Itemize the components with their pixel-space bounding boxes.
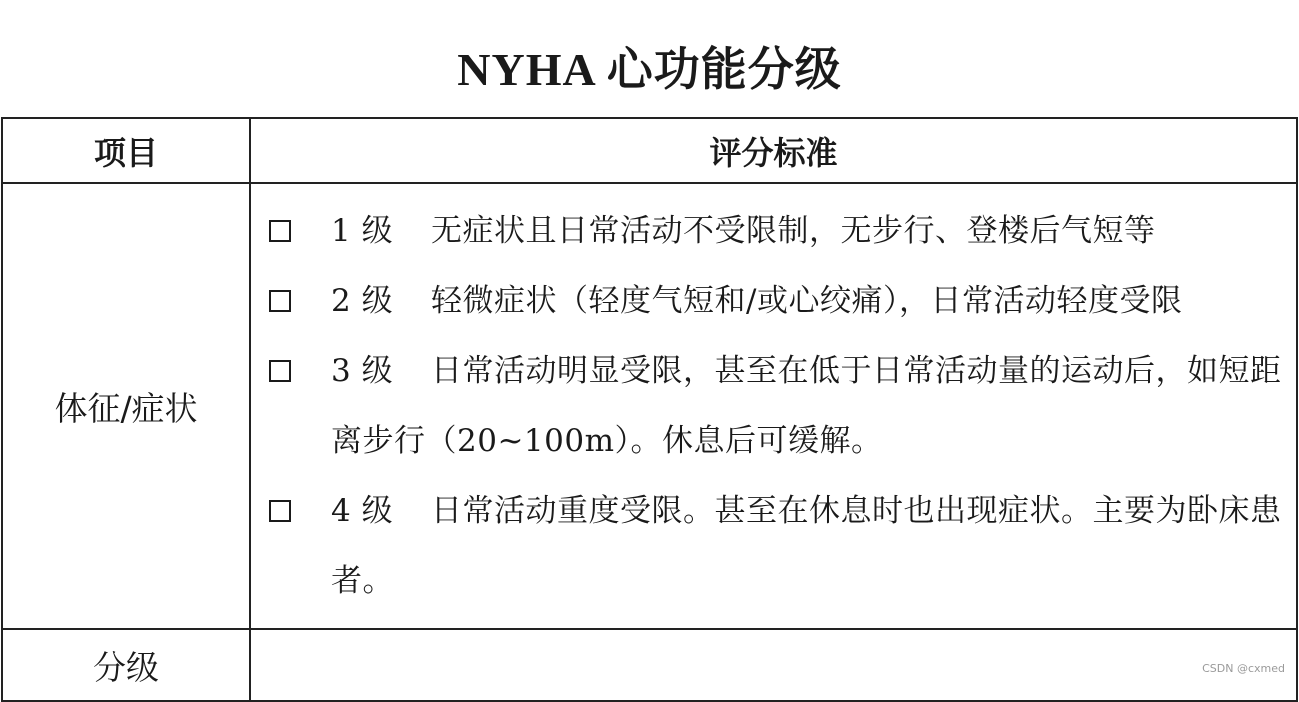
header-item: 项目	[2, 118, 250, 183]
table-header-row	[2, 118, 1297, 183]
checkbox-level-2[interactable]	[269, 266, 311, 336]
option-text: 无症状且日常活动不受限制，无步行、登楼后气短等	[431, 213, 1156, 249]
page-title: NYHA 心功能分级	[457, 44, 842, 95]
nyha-table	[1, 117, 1298, 702]
grade-row	[2, 629, 1297, 701]
option-level-4[interactable]	[269, 476, 1296, 616]
symptom-label: 体征/症状	[2, 183, 250, 629]
option-level-label: 1 级	[331, 213, 394, 249]
grade-label: 分级	[2, 629, 250, 701]
checkbox-square-icon[interactable]	[269, 220, 291, 242]
checkbox-square-icon[interactable]	[269, 500, 291, 522]
option-text: 日常活动重度受限。甚至在休息时也出现症状。主要为卧床患者。	[331, 493, 1282, 599]
header-criteria: 评分标准	[250, 118, 1297, 183]
option-level-label: 2 级	[331, 283, 394, 319]
checkbox-square-icon[interactable]	[269, 290, 291, 312]
grade-value-cell[interactable]	[250, 629, 1297, 701]
option-level-2[interactable]	[269, 266, 1296, 336]
options-list	[251, 184, 1296, 628]
option-text: 轻微症状（轻度气短和/或心绞痛），日常活动轻度受限	[431, 283, 1183, 319]
watermark: CSDN @cxmed	[1202, 662, 1285, 675]
symptom-row	[2, 183, 1297, 629]
checkbox-level-4[interactable]	[269, 476, 311, 546]
criteria-cell	[250, 183, 1297, 629]
checkbox-square-icon[interactable]	[269, 360, 291, 382]
option-text: 日常活动明显受限，甚至在低于日常活动量的运动后，如短距离步行（20~100m）。休息后可缓解。	[331, 353, 1282, 459]
option-level-label: 3 级	[331, 353, 394, 389]
option-level-3[interactable]	[269, 336, 1296, 476]
checkbox-level-1[interactable]	[269, 196, 311, 266]
option-level-1[interactable]	[269, 196, 1296, 266]
option-level-label: 4 级	[331, 493, 394, 529]
checkbox-level-3[interactable]	[269, 336, 311, 406]
